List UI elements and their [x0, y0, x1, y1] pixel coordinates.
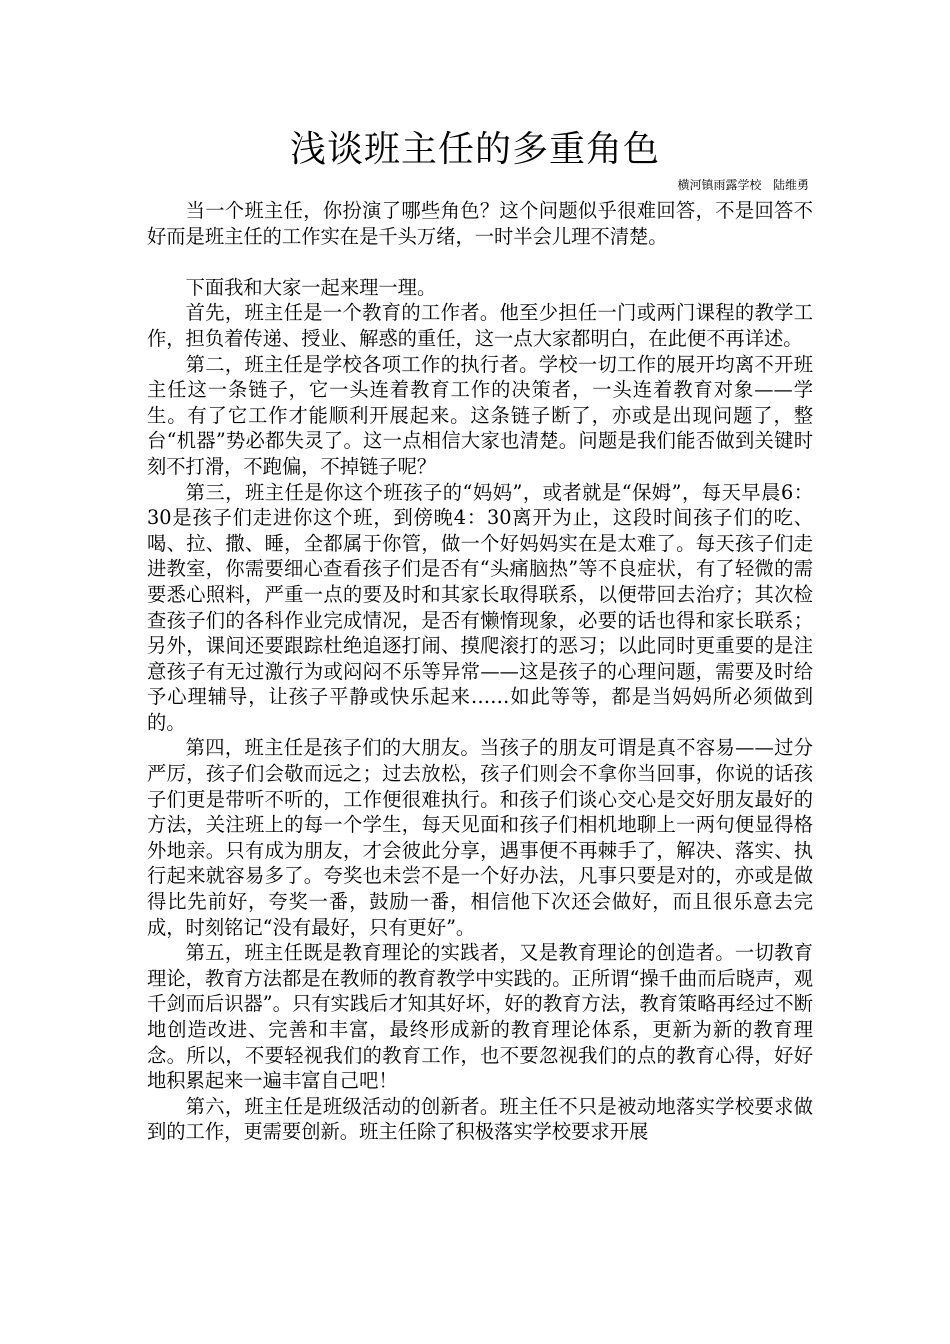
document-body — [147, 198, 813, 1145]
paragraph-intro: 当一个班主任，你扮演了哪些角色？这个问题似乎很难回答，不是回答不好而是班主任的工作实在是千头万绪，一时半会儿理不清楚。 — [147, 199, 813, 248]
document-title: 浅谈班主任的多重角色 — [289, 129, 660, 170]
paragraph-role-1: 首先，班主任是一个教育的工作者。他至少担任一门或两门课程的教学工作，担负着传递、授业、解惑的重任，这一点大家都明白，在此便不再详述。 — [147, 301, 813, 350]
paragraph-lead-in: 下面我和大家一起来理一理。 — [185, 275, 437, 299]
paragraph-role-3: 第三，班主任是你这个班孩子的“妈妈”，或者就是“保姆”，每天早晨6：30是孩子们走进你这个班，到傍晚4：30离开为止，这段时间孩子们的吃、喝、拉、撒、睡，全都属于你管，做一个好妈妈实在是太难了。每天孩子们走进教室，你需要细心查看孩子们是否有“头痛脑热”等不良症状，有了轻微的需要悉心照料，严重一点的要及时和其家长取得联系，以便带回去治疗；其次检查孩子们的各科作业完成情况，是否有懒惰现象，必要的话也得和家长联系；另外，课间还要跟踪杜绝追逐打闹、摸爬滚打的恶习；以此同时更重要的是注意孩子有无过激行为或闷闷不乐等异常——这是孩子的心理问题，需要及时给予心理辅导，让孩子平静或快乐起来……如此等等，都是当妈妈所必须做到的。 — [147, 480, 813, 734]
paragraph-role-6: 第六，班主任是班级活动的创新者。班主任不只是被动地落实学校要求做到的工作，更需要创新。班主任除了积极落实学校要求开展 — [147, 1094, 813, 1144]
paragraph-role-4: 第四，班主任是孩子们的大朋友。当孩子的朋友可谓是真不容易——过分严厉，孩子们会敬而远之；过去放松，孩子们则会不拿你当回事，你说的话孩子们更是带听不听的，工作便很难执行。和孩子们谈心交心是交好朋友最好的方法，关注班上的每一个学生，每天见面和孩子们相机地聊上一两句便显得格外地亲。只有成为朋友，才会彼此分享，遇事便不再棘手了，解决、落实、执行起来就容易多了。夸奖也未尝不是一个好办法，凡事只要是对的，亦或是做得比先前好，夸奖一番，鼓励一番，相信他下次还会做好，而且很乐意去完成，时刻铭记“没有最好，只有更好”。 — [147, 736, 813, 939]
paragraph-role-2: 第二，班主任是学校各项工作的执行者。学校一切工作的展开均离不开班主任这一条链子，它一头连着教育工作的决策者，一头连着教育对象——学生。有了它工作才能顺利开展起来。这条链子断了，亦或是出现问题了，整台“机器”势必都失灵了。这一点相信大家也清楚。问题是我们能否做到关键时刻不打滑，不跑偏，不掉链子呢？ — [147, 352, 813, 478]
author-byline: 横河镇雨露学校 陆维勇 — [677, 178, 809, 192]
paragraph-role-5: 第五，班主任既是教育理论的实践者，又是教育理论的创造者。一切教育理论，教育方法都是在教师的教育教学中实践的。正所谓“操千曲而后晓声，观千剑而后识器”。只有实践后才知其好坏，好的教育方法，教育策略再经过不断地创造改进、完善和丰富，最终形成新的教育理论体系，更新为新的教育理念。所以，不要轻视我们的教育工作，也不要忽视我们的点的教育心得，好好地积累起来一遍丰富自己吧！ — [147, 941, 813, 1093]
